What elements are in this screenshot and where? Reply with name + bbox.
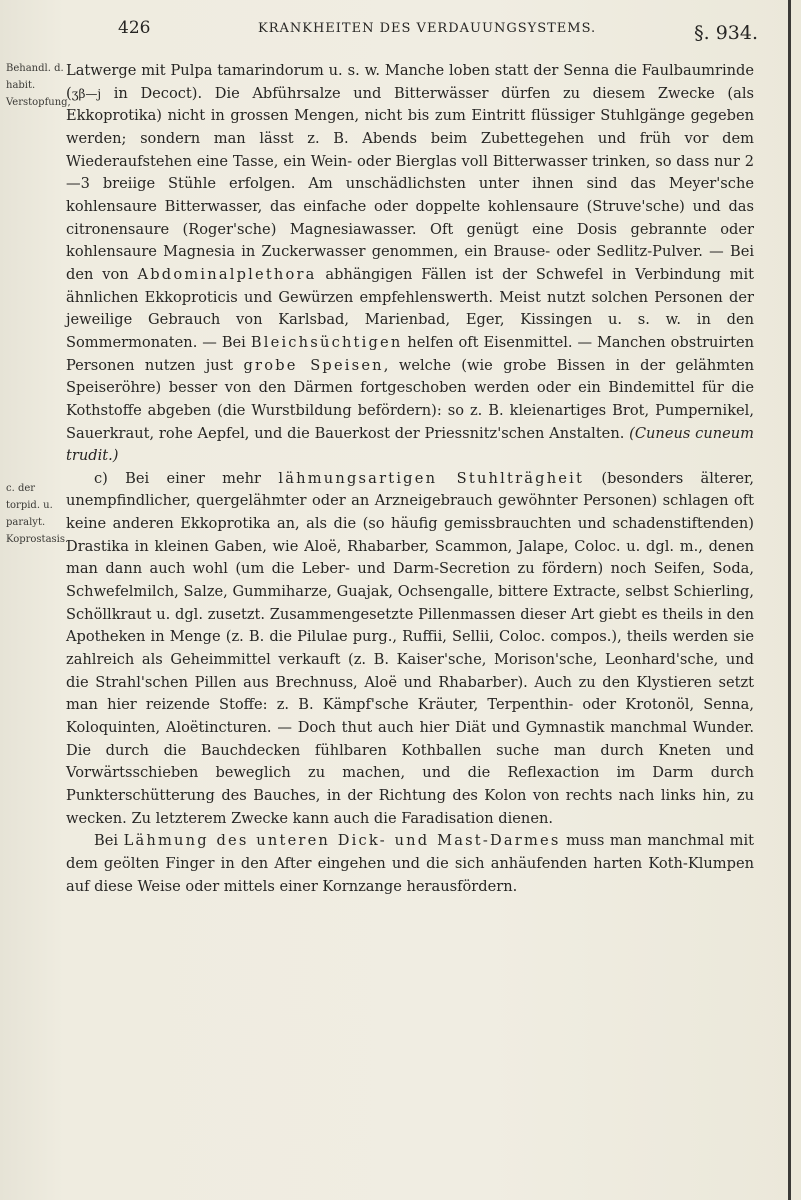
text-run: Latwerge mit Pulpa tamarindorum u. s. w. Manche loben statt der Senna die Faulbaumrinde ( <box>66 62 754 102</box>
text-run: (besonders älterer, unempfindlicher, quergelähmter oder an Arzneigebrauch gewöhnter Personen) schlagen oft keine anderen Ekkoprotika an, als die (so häufig gemissbrauchten und schadenstiftenden) Drastika in kleinen Gaben, wie Aloë, Rhabarber, Scammon, Jalape, Coloc. u. dgl. m., denen man dann auch wohl (um die Leber- und Darm-Secretion zu fördern) noch Seifen, Soda, Schwefelmilch, Salze, Gummiharze, Guajak, Ochsengalle, bittere Extracte, selbst Schierling, Schöllkraut u. dgl. zusetzt. Zusammengesetzte Pillenmassen dieser Art giebt es theils in den Apotheken in Menge (z. B. die Pilulae purg., Ruffii, Sellii, Coloc. compos.), theils werden sie zahlreich als Geheimmittel verkauft (z. B. Kaiser'sche, Morison'sche, Leonhard'sche, und die Strahl'schen Pillen aus Brechnuss, Aloë und Rhabarber). Auch zu den Klystieren setzt man hier reizende Stoffe: z. B. Kämpf'sche Kräuter, Terpenthin- oder Krotonöl, Senna, Koloquinten, Aloëtincturen. — Doch thut auch hier Diät und Gymnastik manchmal Wunder. Die durch die Bauchdecken fühlbaren Kothballen suche man durch Kneten und Vorwärtsschieben beweglich zu machen, und die Reflexaction im Darm durch Punkterschütterung des Bauches, in der Richtung des Kolon von rechts nach links hin, zu wecken. Zu letzterem Zwecke kann auch die Faradisation dienen. <box>66 469 755 827</box>
emphasized-term: grobe Speisen <box>243 356 384 374</box>
margin-note-treatment: Behandl. d. habit. Verstopfung, <box>6 63 71 108</box>
page-number: 426 <box>118 18 151 38</box>
paragraph <box>66 60 754 468</box>
emphasized-term: Lähmung des unteren Dick- und Mast-Darmes <box>123 832 561 850</box>
emphasized-term: Abdominalplethora <box>137 265 317 283</box>
latin-quote: (Cuneus cuneum trudit.) <box>66 424 754 465</box>
body-text <box>66 60 754 898</box>
text-run: in Decoct). Die Abführsalze und Bitterwässer dürfen zu diesem Zwecke (als Ekkoprotika) nicht in grossen Mengen, nicht bis zum Eintritt flüssiger Stuhlgänge gegeben werden; sondern man lässt z. B. Abends beim Zubettegehen und früh vor dem Wiederaufstehen eine Tasse, ein Wein- oder Bierglas voll Bitterwasser trinken, so dass nur 2—3 breiige Stühle erfolgen. Am unschädlichsten unter ihnen sind das Meyer'sche kohlensaure Bitterwasser, das einfache oder doppelte kohlensaure (Struve'sche) und das citronensaure (Roger'sche) Magnesiawasser. Oft genügt eine Dosis gebrannte oder kohlensaure Magnesia in Zuckerwasser genommen, ein Brause- oder Sedlitz-Pulver. — Bei den von <box>66 84 754 283</box>
paragraph <box>66 468 754 831</box>
section-number: §. 934. <box>694 22 758 44</box>
emphasized-term: lähmungsartigen Stuhlträgheit <box>278 469 585 487</box>
margin-note-koprostasis: c. der torpid. u. paralyt. Koprostasis. <box>6 483 69 545</box>
text-run: Bei <box>94 832 124 850</box>
text-run: c) Bei einer mehr <box>94 469 279 487</box>
running-header <box>118 18 758 48</box>
page-edge-rule <box>788 0 791 1200</box>
text-run: abhängigen Fällen ist der Schwefel in Verbindung mit ähnlichen Ekkoproticis und Gewürzen empfehlenswerth. Meist nutzt solchen Personen der jeweilige Gebrauch von Karlsbad, Marienbad, Eger, Kissingen u. s. w. in den Sommermonaten. — Bei <box>66 265 755 351</box>
text-run: , welche (wie grobe Bissen in der gelähmten Speiseröhre) besser von den Därmen fortgeschoben werden oder ein Bindemittel für die Kothstoffe abgeben (die Wurstbildung befördern): so z. B. kleienartiges Brot, Pumpernikel, Sauerkraut, rohe Aepfel, und die Bauerkost der Priessnitz'schen Anstalten. <box>66 356 754 442</box>
emphasized-term: Bleichsüchtigen <box>250 333 403 351</box>
running-title: KRANKHEITEN DES VERDAUUNGSYSTEMS. <box>258 21 597 36</box>
text-run: muss man manchmal mit dem geölten Finger in den After eingehen und die sich anhäufenden harten Koth-Klumpen auf diese Weise oder mittels einer Kornzange herausfördern. <box>66 832 754 895</box>
text-run: ʒβ—j <box>71 86 102 101</box>
text-run: helfen oft Eisenmittel. — Manchen obstruirten Personen nutzen just <box>66 333 754 374</box>
paragraph <box>66 830 754 898</box>
